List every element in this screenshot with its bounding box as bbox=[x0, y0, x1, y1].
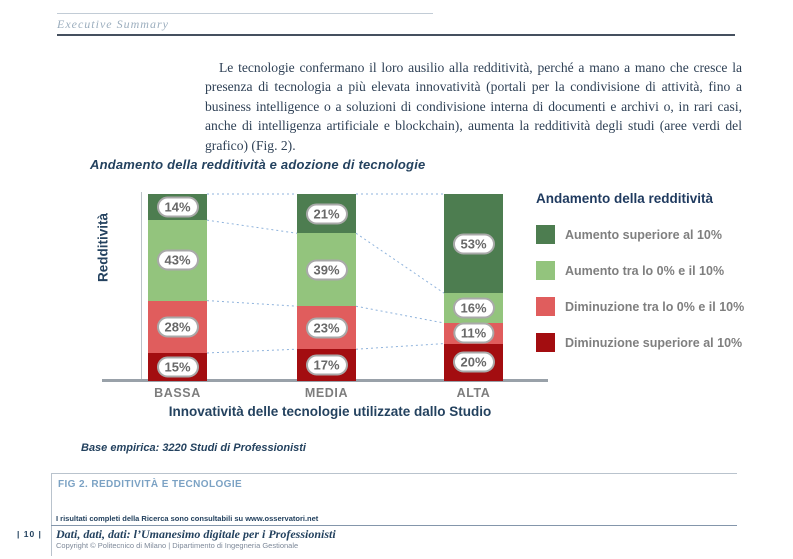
connector-line bbox=[207, 301, 297, 307]
chart-legend bbox=[536, 191, 776, 369]
legend-swatch bbox=[536, 261, 555, 280]
data-label: 11% bbox=[453, 323, 494, 344]
document-title: Dati, dati, dati: l’Umanesimo digitale per i Professionisti bbox=[56, 527, 336, 541]
data-label: 14% bbox=[156, 197, 198, 218]
legend-swatch bbox=[536, 333, 555, 352]
legend-label: Diminuzione superiore al 10% bbox=[565, 335, 743, 350]
header-top-rule bbox=[57, 13, 433, 14]
category-label: BASSA bbox=[154, 386, 201, 400]
data-label: 53% bbox=[452, 233, 494, 254]
data-label: 23% bbox=[305, 317, 347, 338]
data-label: 28% bbox=[156, 316, 198, 337]
legend-item bbox=[536, 297, 776, 316]
legend-label: Aumento superiore al 10% bbox=[565, 227, 722, 242]
legend-swatch bbox=[536, 225, 555, 244]
footer-left-rule bbox=[51, 473, 52, 556]
legend-item bbox=[536, 261, 776, 280]
legend-item bbox=[536, 225, 776, 244]
footer-rule bbox=[51, 525, 737, 526]
data-label: 17% bbox=[305, 355, 347, 376]
figure-caption-rule bbox=[51, 473, 737, 474]
body-paragraph: Le tecnologie confermano il loro ausilio alla redditività, perché a mano a mano che cresce la presenza di tecnologia a più elevata innovatività (portali per la condivisione di attività, fino a business intelligence o a soluzioni di condivisione interna di documenti e archivi o, in rari casi, anche di intelligenza artificiale e blockchain), aumenta la redditività degli studi (aree verdi del grafico) (Fig. 2). bbox=[205, 60, 742, 153]
data-label: 15% bbox=[156, 356, 198, 377]
data-label: 21% bbox=[305, 203, 347, 224]
legend-item bbox=[536, 333, 776, 352]
results-availability-note: I risultati completi della Ricerca sono consultabili su www.osservatori.net bbox=[56, 514, 319, 523]
connector-line bbox=[207, 349, 297, 353]
connector-line bbox=[356, 233, 444, 293]
y-axis-line bbox=[141, 192, 142, 381]
chart-title: Andamento della redditività e adozione di tecnologie bbox=[90, 157, 426, 172]
data-label: 16% bbox=[452, 298, 494, 319]
category-label: MEDIA bbox=[304, 386, 349, 400]
connector-line bbox=[356, 344, 444, 350]
figure-caption: FIG 2. REDDITIVITÀ E TECNOLOGIE bbox=[58, 479, 243, 490]
copyright-line: Copyright © Politecnico di Milano | Dipartimento di Ingegneria Gestionale bbox=[56, 541, 299, 550]
section-header: Executive Summary bbox=[57, 17, 169, 31]
category-label: ALTA bbox=[456, 386, 491, 400]
legend-swatch bbox=[536, 297, 555, 316]
y-axis-label: Redditività bbox=[95, 213, 111, 283]
data-label: 43% bbox=[156, 250, 198, 271]
page-number: | 10 | bbox=[17, 529, 42, 539]
empirical-base-note: Base empirica: 3220 Studi di Professionisti bbox=[81, 442, 306, 454]
legend-title: Andamento della redditività bbox=[536, 191, 714, 206]
header-bottom-rule bbox=[57, 34, 735, 36]
legend-items bbox=[536, 225, 776, 352]
data-label: 20% bbox=[452, 352, 494, 373]
legend-label: Aumento tra lo 0% e il 10% bbox=[565, 263, 725, 278]
connector-line bbox=[207, 220, 297, 233]
connector-line bbox=[356, 306, 444, 323]
legend-label: Diminuzione tra lo 0% e il 10% bbox=[565, 299, 745, 314]
data-label: 39% bbox=[305, 259, 347, 280]
x-axis-title: Innovatività delle tecnologie utilizzate dallo Studio bbox=[168, 404, 492, 419]
